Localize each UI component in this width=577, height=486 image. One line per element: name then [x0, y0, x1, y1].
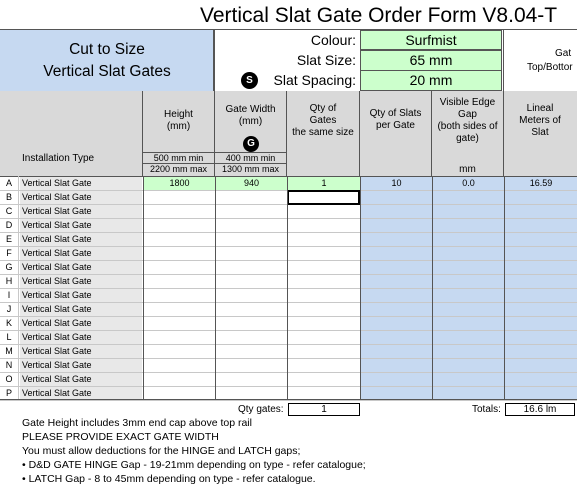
- lineal-header: [504, 91, 577, 176]
- installation-type-cell: Vertical Slat Gate: [20, 191, 142, 204]
- width-input[interactable]: [216, 191, 287, 204]
- gate-width-header-label: Gate Width (mm): [225, 104, 276, 127]
- lineal-meters-cell: [505, 303, 577, 316]
- qty-slats-cell: [361, 219, 432, 232]
- width-input[interactable]: 940: [216, 177, 287, 190]
- qty-gates-input[interactable]: [288, 275, 360, 288]
- slat-size-label: Slat Size:: [296, 52, 356, 68]
- height-input[interactable]: [144, 275, 215, 288]
- lineal-meters-cell: [505, 219, 577, 232]
- height-input[interactable]: [144, 373, 215, 386]
- row-letter: L: [6, 332, 12, 342]
- col-divider: [287, 176, 288, 399]
- height-input[interactable]: [144, 219, 215, 232]
- side-note-line2: Top/Bottor: [527, 62, 573, 73]
- qty-slats-cell: [361, 275, 432, 288]
- width-input[interactable]: [216, 289, 287, 302]
- height-input[interactable]: [144, 345, 215, 358]
- edge-gap-cell: [433, 303, 504, 316]
- width-input[interactable]: [216, 247, 287, 260]
- width-input[interactable]: [216, 331, 287, 344]
- edge-gap-cell: [433, 247, 504, 260]
- width-max: 1300 mm max: [215, 163, 286, 175]
- lineal-meters-cell: [505, 345, 577, 358]
- width-input[interactable]: [216, 345, 287, 358]
- slat-spacing-value[interactable]: 20 mm: [360, 70, 502, 91]
- row-letter: M: [5, 346, 13, 356]
- row-letter: B: [5, 192, 12, 202]
- qty-gates-input[interactable]: [288, 289, 360, 302]
- installation-type-cell: Vertical Slat Gate: [20, 261, 142, 274]
- col-divider: [143, 176, 144, 399]
- colour-label: Colour:: [310, 32, 356, 48]
- edge-gap-cell: [433, 359, 504, 372]
- qty-gates-header-label: Qty of Gates the same size: [292, 103, 354, 138]
- qty-gates-input[interactable]: [288, 219, 360, 232]
- side-note-line1: Gat: [555, 48, 572, 59]
- row-letter: I: [7, 290, 11, 300]
- row-letter: O: [5, 374, 13, 384]
- col-divider: [360, 176, 361, 399]
- row-letter: G: [5, 262, 13, 272]
- edge-gap-cell: [433, 233, 504, 246]
- row-letter: P: [5, 388, 12, 398]
- edge-gap-cell: [433, 261, 504, 274]
- installation-type-cell: Vertical Slat Gate: [20, 345, 142, 358]
- height-input[interactable]: [144, 191, 215, 204]
- qty-slats-cell: [361, 233, 432, 246]
- row-letter: C: [5, 206, 13, 216]
- qty-gates-input[interactable]: [288, 373, 360, 386]
- qty-gates-total-value: 1: [288, 403, 360, 416]
- table-bottom-line: [0, 399, 577, 400]
- qty-gates-input[interactable]: [288, 345, 360, 358]
- note-gate-height: Gate Height includes 3mm end cap above top rail: [22, 417, 252, 429]
- qty-gates-input[interactable]: [288, 331, 360, 344]
- qty-slats-cell: [361, 373, 432, 386]
- qty-gates-input[interactable]: [288, 205, 360, 218]
- qty-gates-input[interactable]: [288, 261, 360, 274]
- qty-slats-cell: [361, 317, 432, 330]
- slat-size-value[interactable]: 65 mm: [360, 50, 502, 71]
- qty-slats-cell: [361, 359, 432, 372]
- height-input[interactable]: [144, 247, 215, 260]
- installation-type-cell: Vertical Slat Gate: [20, 247, 142, 260]
- row-gridline: [0, 400, 577, 401]
- lineal-meters-cell: [505, 275, 577, 288]
- qty-gates-header: [287, 91, 360, 176]
- slat-spacing-label: Slat Spacing:: [273, 72, 356, 88]
- installation-type-cell: Vertical Slat Gate: [20, 359, 142, 372]
- height-input[interactable]: [144, 205, 215, 218]
- cut-to-size-box: [0, 30, 214, 91]
- settings-right-border: [503, 30, 504, 91]
- row-letter: H: [5, 276, 13, 286]
- note-deductions: You must allow deductions for the HINGE and LATCH gaps;: [22, 445, 301, 457]
- installation-type-cell: Vertical Slat Gate: [20, 331, 142, 344]
- installation-type-cell: Vertical Slat Gate: [20, 233, 142, 246]
- lineal-meters-cell: [505, 233, 577, 246]
- qty-gates-input[interactable]: [288, 247, 360, 260]
- qty-slats-cell: [361, 191, 432, 204]
- row-letter: J: [6, 304, 12, 314]
- width-input[interactable]: [216, 359, 287, 372]
- lineal-meters-cell: [505, 261, 577, 274]
- lineal-meters-cell: [505, 247, 577, 260]
- installation-type-cell: Vertical Slat Gate: [20, 317, 142, 330]
- installation-type-header: [0, 91, 143, 176]
- qty-slats-cell: [361, 303, 432, 316]
- cut-to-size-line2: Vertical Slat Gates: [43, 63, 171, 80]
- qty-gates-input[interactable]: [288, 317, 360, 330]
- installation-type-cell: Vertical Slat Gate: [20, 177, 142, 190]
- qty-slats-cell: 10: [391, 178, 402, 188]
- settings-divider: [214, 30, 215, 91]
- lineal-meters-cell: [505, 191, 577, 204]
- row-letter: A: [5, 178, 12, 188]
- width-input[interactable]: [216, 303, 287, 316]
- edge-gap-cell: [433, 345, 504, 358]
- lineal-meters-cell: [505, 317, 577, 330]
- qty-slats-cell: [361, 289, 432, 302]
- form-title: Vertical Slat Gate Order Form V8.04-T: [200, 4, 558, 27]
- installation-type-cell: Vertical Slat Gate: [20, 219, 142, 232]
- lineal-header-label: Lineal Meters of Slat: [519, 103, 561, 138]
- installation-type-cell: Vertical Slat Gate: [20, 205, 142, 218]
- installation-type-cell: Vertical Slat Gate: [20, 303, 142, 316]
- qty-gates-input[interactable]: [288, 233, 360, 246]
- edge-gap-header: [432, 91, 504, 176]
- gate-width-badge-icon: G: [243, 136, 259, 152]
- qty-slats-cell: [361, 331, 432, 344]
- note-hinge-gap: • D&D GATE HINGE Gap - 19-21mm depending on type - refer catalogue;: [22, 459, 366, 471]
- edge-gap-cell: [433, 219, 504, 232]
- edge-gap-cell: 0.0: [462, 178, 475, 188]
- note-exact-width: PLEASE PROVIDE EXACT GATE WIDTH: [22, 431, 219, 443]
- totals-label: Totals:: [472, 404, 501, 415]
- qty-gates-input[interactable]: [288, 359, 360, 372]
- row-letter: K: [5, 318, 12, 328]
- lineal-meters-cell: 16.59: [529, 178, 553, 188]
- qty-slats-header: [360, 91, 432, 176]
- edge-gap-cell: [433, 289, 504, 302]
- qty-slats-cell: [361, 345, 432, 358]
- edge-gap-cell: [433, 317, 504, 330]
- edge-gap-header-label: Visible Edge Gap (both sides of gate): [437, 97, 498, 144]
- lineal-meters-cell: [505, 205, 577, 218]
- width-min: 400 mm min: [215, 152, 286, 164]
- height-input[interactable]: [144, 317, 215, 330]
- width-input[interactable]: [216, 261, 287, 274]
- installation-type-cell: Vertical Slat Gate: [20, 387, 142, 400]
- width-input[interactable]: [216, 373, 287, 386]
- height-input[interactable]: [144, 359, 215, 372]
- qty-gates-input[interactable]: [288, 303, 360, 316]
- spacing-badge-icon: S: [241, 72, 258, 89]
- totals-value: 16.6 lm: [505, 403, 575, 416]
- installation-type-cell: Vertical Slat Gate: [20, 289, 142, 302]
- row-letter: E: [5, 234, 12, 244]
- height-header: [143, 91, 215, 176]
- lineal-meters-cell: [505, 331, 577, 344]
- height-input[interactable]: [144, 233, 215, 246]
- width-input[interactable]: [216, 233, 287, 246]
- height-header-label: Height (mm): [164, 109, 193, 132]
- edge-gap-cell: [433, 275, 504, 288]
- height-min: 500 mm min: [143, 152, 214, 164]
- lineal-meters-cell: [505, 373, 577, 386]
- edge-gap-unit: mm: [459, 164, 476, 175]
- height-input[interactable]: 1800: [144, 177, 215, 190]
- height-max: 2200 mm max: [143, 163, 214, 175]
- row-letter: N: [5, 360, 13, 370]
- colour-value[interactable]: Surfmist: [360, 30, 502, 50]
- width-input[interactable]: [216, 205, 287, 218]
- qty-slats-cell: [361, 247, 432, 260]
- gate-width-header: [215, 91, 287, 176]
- qty-gates-input[interactable]: 1: [288, 177, 360, 190]
- col-divider: [215, 176, 216, 399]
- width-input[interactable]: [216, 275, 287, 288]
- height-input[interactable]: [144, 303, 215, 316]
- active-cell-cursor[interactable]: [287, 190, 360, 205]
- qty-gates-total-label: Qty gates:: [238, 404, 284, 415]
- note-latch-gap: • LATCH Gap - 8 to 45mm depending on type - refer catalogue.: [22, 473, 316, 485]
- col-divider: [432, 176, 433, 399]
- qty-slats-cell: [361, 205, 432, 218]
- edge-gap-cell: [433, 373, 504, 386]
- qty-slats-cell: [361, 261, 432, 274]
- row-letter: F: [6, 248, 12, 258]
- edge-gap-cell: [433, 205, 504, 218]
- width-input[interactable]: [216, 219, 287, 232]
- row-letter: D: [5, 220, 13, 230]
- cut-to-size-line1: Cut to Size: [69, 41, 145, 58]
- height-input[interactable]: [144, 261, 215, 274]
- width-input[interactable]: [216, 317, 287, 330]
- lineal-meters-cell: [505, 359, 577, 372]
- qty-slats-header-label: Qty of Slats per Gate: [369, 108, 422, 131]
- installation-type-label: Installation Type: [22, 153, 95, 164]
- installation-type-cell: Vertical Slat Gate: [20, 275, 142, 288]
- col-divider: [18, 176, 19, 399]
- col-divider: [504, 176, 505, 399]
- height-input[interactable]: [144, 289, 215, 302]
- height-input[interactable]: [144, 331, 215, 344]
- edge-gap-cell: [433, 331, 504, 344]
- installation-type-cell: Vertical Slat Gate: [20, 373, 142, 386]
- edge-gap-cell: [433, 191, 504, 204]
- lineal-meters-cell: [505, 289, 577, 302]
